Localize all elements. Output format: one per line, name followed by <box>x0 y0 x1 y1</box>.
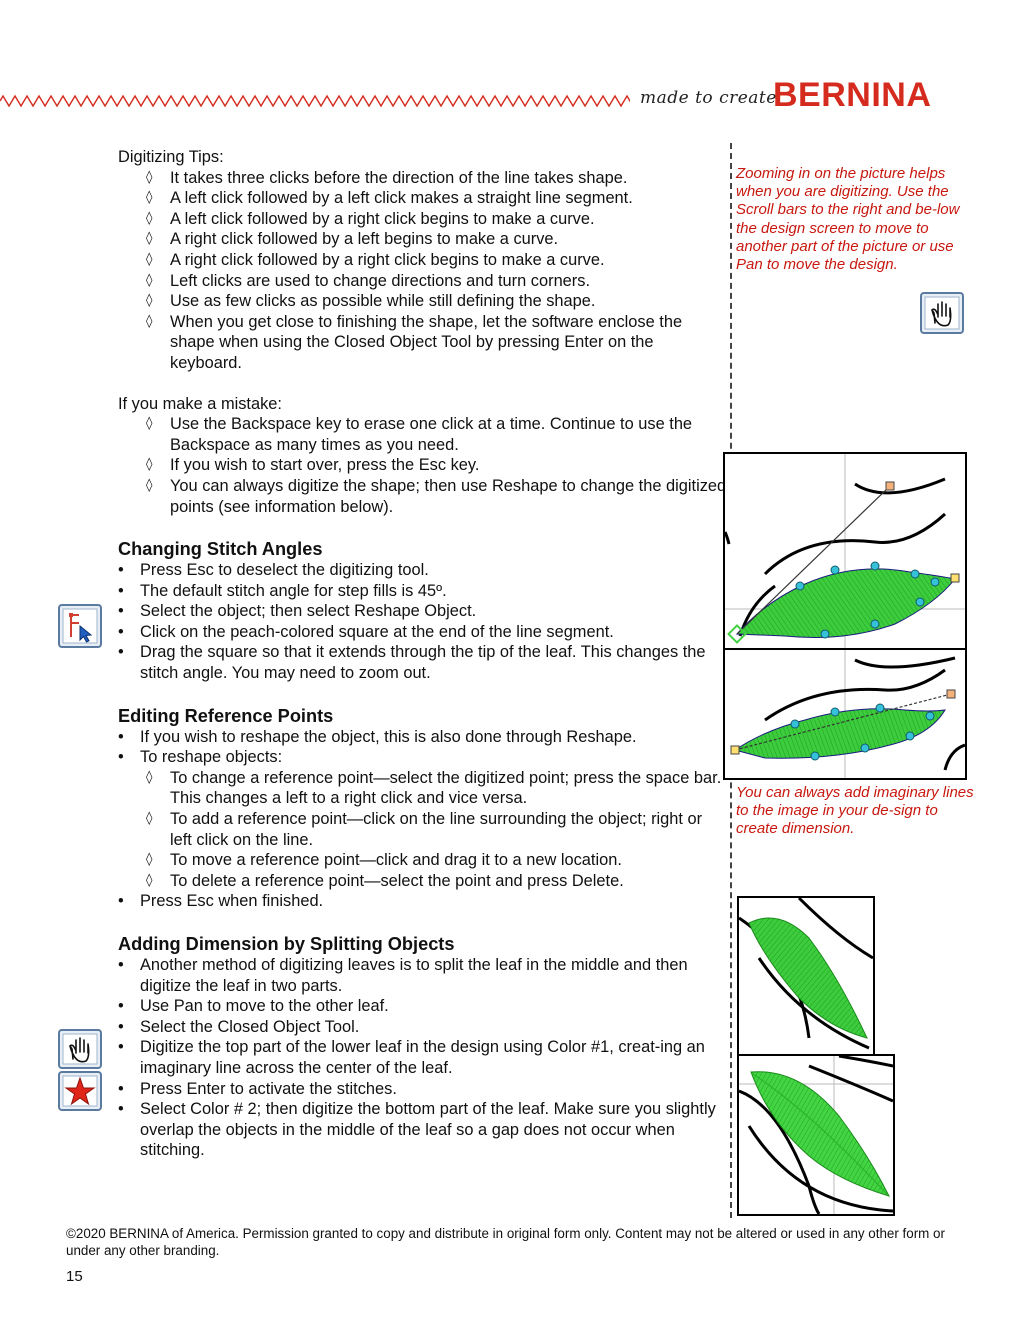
diamond-marker: ◊ <box>146 169 153 185</box>
split-leaf-bottom-screenshot <box>737 1054 895 1216</box>
reshape-object-icon <box>58 604 102 648</box>
main-content <box>118 147 728 1161</box>
list-item: ◊ It takes three clicks before the direction of the line takes shape. <box>146 168 628 187</box>
list-item: ◊ To change a reference point—select the digitized point; press the space bar. This changes a left to a right click and vice versa. <box>146 768 722 808</box>
diamond-marker: ◊ <box>146 210 153 226</box>
section-heading-splitting-objects: Adding Dimension by Splitting Objects <box>118 934 455 954</box>
diamond-marker: ◊ <box>146 811 153 827</box>
list-item: • Select the object; then select Reshape Object. <box>118 602 477 621</box>
zoom-side-note: Zooming in on the picture helps when you are digitizing. Use the Scroll bars to the right and be-low the design screen to move to another part of the picture or use Pan to move the design. <box>736 165 960 274</box>
copyright-footer: ©2020 BERNINA of America. Permission granted to copy and distribute in original form only. Content may not be altered or used in any other form or under any other branding. <box>66 1226 945 1258</box>
list-item: • If you wish to reshape the object, this is also done through Reshape. <box>118 727 637 746</box>
list-item: ◊ You can always digitize the shape; then use Reshape to change the digitized points (see information below). <box>146 476 727 516</box>
list-item: ◊ A right click followed by a left begins to make a curve. <box>146 230 559 249</box>
splitting-list <box>118 955 728 1161</box>
mistake-list <box>118 414 728 517</box>
reshape-sublist <box>118 768 728 892</box>
diamond-marker: ◊ <box>146 416 153 432</box>
section-heading-reference-points: Editing Reference Points <box>118 705 334 726</box>
list-item: • Select Color # 2; then digitize the bottom part of the leaf. Make sure you slightly overlap the objects in the middle of the leaf so a gap does not occur when stitching. <box>118 1100 716 1160</box>
diamond-marker: ◊ <box>146 872 153 888</box>
list-item: ◊ If you wish to start over, press the Esc key. <box>146 456 480 475</box>
diamond-marker: ◊ <box>146 477 153 493</box>
tips-heading: Digitizing Tips: <box>118 148 224 166</box>
mistake-heading: If you make a mistake: <box>118 394 282 413</box>
list-item: • Select the Closed Object Tool. <box>118 1017 360 1036</box>
diamond-marker: ◊ <box>146 272 153 288</box>
list-item: • The default stitch angle for step fills is 45º. <box>118 581 447 600</box>
list-item: • Drag the square so that it extends through the tip of the leaf. This changes the stitch angle. You may need to zoom out. <box>118 643 706 683</box>
list-item: ◊ A left click followed by a left click makes a straight line segment. <box>146 189 633 208</box>
list-item: ◊ To add a reference point—click on the line surrounding the object; right or left click on the line. <box>146 810 703 849</box>
diamond-marker: ◊ <box>146 231 153 247</box>
list-item: ◊ To move a reference point—click and drag it to a new location. <box>146 851 622 870</box>
diamond-marker: ◊ <box>146 190 153 206</box>
diamond-marker: ◊ <box>146 457 153 473</box>
reference-points-list <box>118 727 728 912</box>
diamond-marker: ◊ <box>146 313 153 329</box>
diamond-marker: ◊ <box>146 251 153 267</box>
stitch-angle-screenshot <box>723 452 967 650</box>
list-item: • Another method of digitizing leaves is to split the leaf in the middle and then digitize the leaf in two parts. <box>118 956 688 995</box>
diamond-marker: ◊ <box>146 769 153 785</box>
list-item: ◊ A right click followed by a right click begins to make a curve. <box>146 250 605 269</box>
closed-object-star-icon <box>58 1071 102 1111</box>
list-item: • Click on the peach-colored square at the end of the line segment. <box>118 622 614 641</box>
pan-hand-icon <box>920 292 964 334</box>
list-item: • Press Esc to deselect the digitizing tool. <box>118 561 429 580</box>
list-item: • Digitize the top part of the lower leaf in the design using Color #1, creat-ing an imaginary line across the center of the leaf. <box>118 1038 705 1077</box>
list-item: ◊ Use the Backspace key to erase one click at a time. Continue to use the Backspace as many times as you need. <box>146 415 693 454</box>
diamond-marker: ◊ <box>146 293 153 309</box>
diamond-marker: ◊ <box>146 852 153 868</box>
list-item: • Press Enter to activate the stitches. <box>118 1079 397 1098</box>
list-item: ◊ To delete a reference point—select the point and press Delete. <box>146 871 624 890</box>
list-item: ◊ Left clicks are used to change directions and turn corners. <box>146 271 591 290</box>
reshape-points-screenshot <box>723 648 967 780</box>
pan-hand-icon <box>58 1029 102 1069</box>
brand-logo: BERNINA <box>773 76 932 114</box>
list-item: ◊ Use as few clicks as possible while still defining the shape. <box>146 292 596 311</box>
list-item: • Press Esc when finished. <box>118 892 324 911</box>
page-number: 15 <box>66 1268 83 1285</box>
section-heading-stitch-angles: Changing Stitch Angles <box>118 539 323 560</box>
split-leaf-top-screenshot <box>737 896 875 1058</box>
list-item: • Use Pan to move to the other leaf. <box>118 997 389 1016</box>
stitch-angles-list <box>118 560 728 684</box>
list-item: • To reshape objects: ◊ To change a reference point—select the digitized point; press the space bar. This changes a left to a right click and vice versa. ◊ To add a reference point—click on the line surrounding the object; right or left click on the line. ◊ To move a reference point—click and drag it to a new location. ◊ To delete a reference point—select the point and press Delete. <box>118 747 728 891</box>
tips-list <box>118 168 728 374</box>
list-item: ◊ A left click followed by a right click begins to make a curve. <box>146 209 595 228</box>
brand-tagline: made to create <box>640 88 777 108</box>
imaginary-lines-side-note: You can always add imaginary lines to the image in your de-sign to create dimension. <box>736 784 974 838</box>
header-zigzag-border <box>0 94 630 108</box>
list-item: ◊ When you get close to finishing the shape, let the software enclose the shape when using the Closed Object Tool by pressing Enter on the keyboard. <box>146 312 683 372</box>
